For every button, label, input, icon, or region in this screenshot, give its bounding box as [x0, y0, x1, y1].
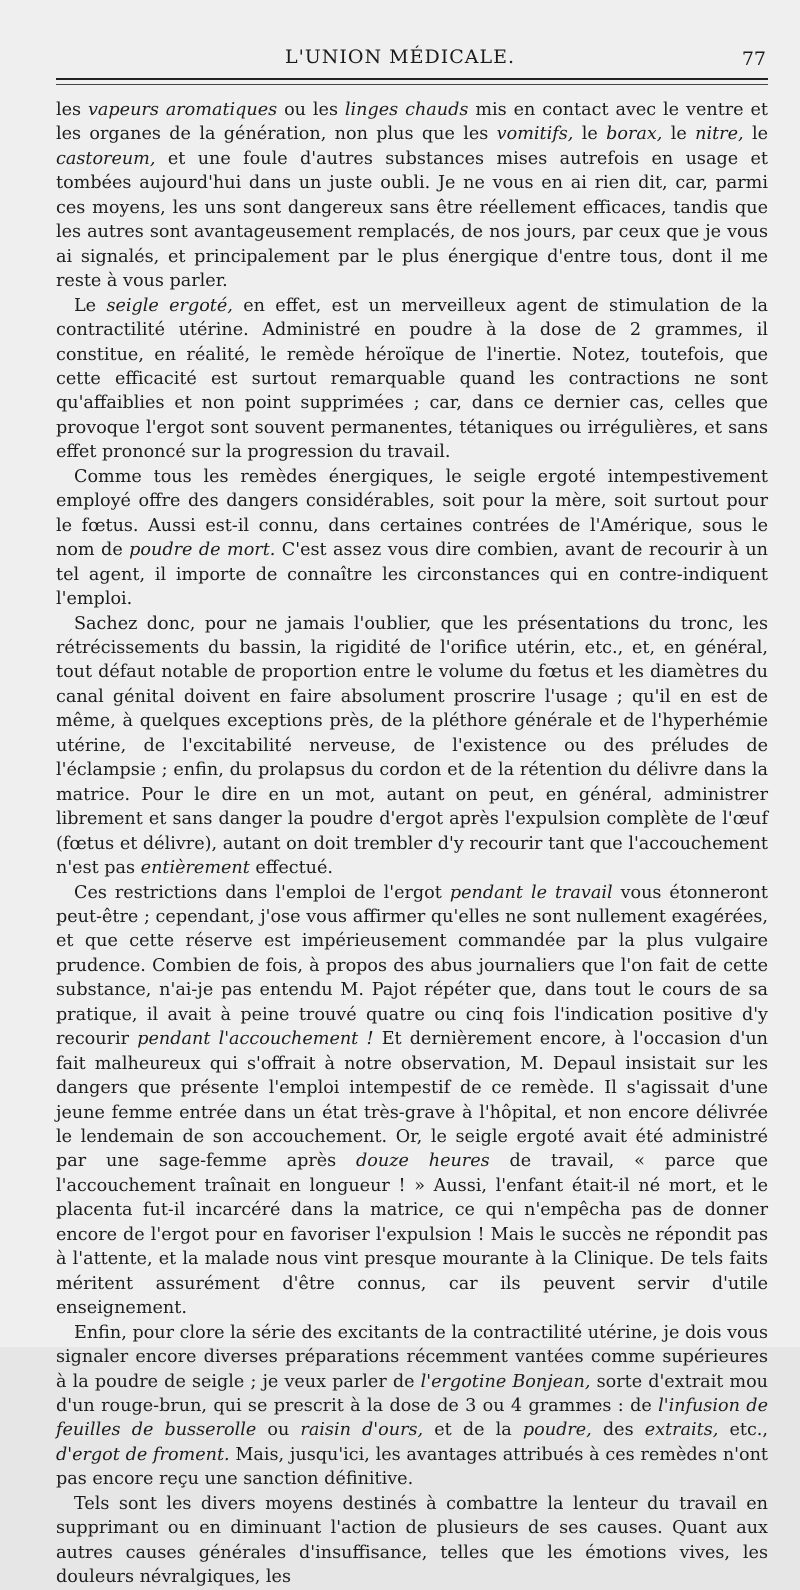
italic-text: l'infusion de feuilles de busserolle — [56, 1396, 768, 1441]
paragraph — [56, 1492, 768, 1590]
text-run: Et dernièrement encore, à l'occasion d'un fait malheureux qui s'offrait à notre observation, M. Depaul insistait sur les dangers que présente l'emploi intempestif de ce remède. Il s'agissait d'une jeune femme entrée dans un état très-grave à l'hôpital, et non encore délivrée le lendemain de son accouchement. Or, le seigle ergoté avait été administré par une sage-femme après — [56, 1029, 768, 1172]
italic-text: raisin d'ours, — [300, 1420, 424, 1441]
text-run: Sachez donc, pour ne jamais l'oublier, que les présentations du tronc, les rétrécissements du bassin, la rigidité de l'orifice utérin, etc., et, en général, tout défaut notable de proportion entre le volume du fœtus et les diamètres du canal génital doivent en faire absolument proscrire l'usage ; qu'il en est de même, à quelques exceptions près, de la pléthore générale et de l'hyperhémie utérine, de l'excitabilité nerveuse, de l'existence ou des préludes de l'éclampsie ; enfin, du prolapsus du cordon et de la rétention du délivre dans la matrice. Pour le dire en un mot, autant on peut, en général, administrer librement et sans danger la poudre d'ergot après l'expulsion complète de l'œuf (fœtus et délivre), autant on doit trembler d'y recourir tant que l'accouchement n'est pas — [56, 613, 768, 879]
text-run: Tels sont les divers moyens destinés à combattre la lenteur du travail en supprimant ou en diminuant l'action de plusieurs de ses causes. Quant aux autres causes générales d'insuffisance, telles que les émotions vives, les douleurs névralgiques, les — [56, 1493, 768, 1588]
italic-text: entièrement — [140, 858, 250, 879]
text-run: le — [743, 124, 768, 145]
italic-text: seigle ergoté, — [106, 295, 233, 316]
text-run: sorte d'extrait mou d'un rouge-brun, qui se prescrit à la dose de 3 ou 4 grammes : de — [56, 1371, 769, 1417]
text-run: et de la — [423, 1420, 523, 1441]
text-run: et une foule d'autres substances mises autrefois en usage et tombées aujourd'hui dans un juste oubli. Je ne vous en ai rien dit, car, parmi ces moyens, les uns sont dangereux sans être réellement efficaces, tandis que les autres sont avantageusement remplacés, de nos jours, par ceux que je vous ai signalés, et principalement par le plus énergique d'entre tous, dont il me reste à vous parler. — [56, 148, 768, 292]
italic-text: pendant le travail — [449, 882, 613, 903]
text-run: Mais, jusqu'ici, les avantages attribués à ces remèdes n'ont pas encore reçu une sanction définitive. — [56, 1444, 768, 1490]
italic-text: vomitifs, — [496, 124, 574, 145]
text-run: Enfin, pour clore la série des excitants de la contractilité utérine, je dois vous signaler encore diverses préparations récemment vantées comme supérieures à la poudre de seigle ; je veux parler de — [56, 1322, 768, 1392]
italic-text: l'ergotine Bonjean, — [420, 1371, 591, 1392]
italic-text: vapeurs aromatiques — [87, 100, 278, 120]
text-run: en effet, est un merveilleux agent de stimulation de la contractilité utérine. Administré en poudre à la dose de 2 grammes, il constitue, en réalité, le remède héroïque de l'inertie. Notez, toutefois, que cette efficacité est surtout remarquable quand les contractions ne sont qu'affaiblies et non point supprimées ; car, dans ce dernier cas, celles que provoque l'ergot sont souvent permanentes, tétaniques ou irrégulières, et sans effet prononcé sur la progression du travail. — [56, 295, 768, 463]
text-run: effectué. — [249, 858, 334, 879]
body-text — [56, 98, 768, 1590]
italic-text: extraits, — [644, 1420, 719, 1441]
paragraph — [56, 881, 768, 1321]
italic-text: castoreum, — [56, 148, 156, 169]
italic-text: douze heures — [356, 1151, 490, 1172]
paragraph — [56, 465, 768, 612]
paragraph — [56, 612, 768, 881]
text-run: le — [573, 124, 607, 145]
text-run: des — [591, 1420, 645, 1441]
italic-text: linges chauds — [344, 100, 469, 120]
text-run: mis en contact avec le ventre et les organes de la génération, non plus que les — [56, 100, 768, 145]
header-rule-thin — [56, 84, 768, 85]
page-header — [0, 44, 800, 74]
paragraph — [56, 98, 768, 294]
text-run: ou — [256, 1420, 301, 1441]
text-run: les — [56, 100, 88, 120]
text-run: Le — [74, 295, 107, 316]
text-run: Comme tous les remèdes énergiques, le seigle ergoté intempestivement employé offre des dangers considérables, soit pour la mère, soit surtout pour le fœtus. Aussi est-il connu, dans certaines contrées de l'Amérique, sous le nom de — [56, 466, 768, 561]
italic-text: poudre de mort. — [129, 540, 276, 561]
text-run: Ces restrictions dans l'emploi de l'ergot — [74, 882, 450, 903]
header-rule — [56, 78, 768, 80]
text-run: ou les — [277, 100, 345, 120]
text-run: etc., — [718, 1420, 768, 1441]
italic-text: nitre, — [695, 124, 744, 145]
page-number: 77 — [741, 48, 766, 70]
italic-text: poudre, — [522, 1420, 592, 1441]
italic-text: borax, — [606, 124, 663, 145]
text-run: de travail, « parce que l'accouchement traînait en longueur ! » Aussi, l'enfant était-il né mort, et le placenta fut-il incarcéré dans la matrice, ce qui n'empêcha pas de donner encore de l'ergot pour en favoriser l'expulsion ! Mais le succès ne répondit pas à l'attente, et la malade nous vint presque mourante à la Clinique. De tels faits méritent assurément d'être connus, car ils peuvent servir d'utile enseignement. — [56, 1151, 768, 1319]
paragraph — [56, 294, 768, 465]
italic-text: d'ergot de froment. — [56, 1444, 230, 1465]
text-run: le — [662, 124, 696, 145]
text-run: C'est assez vous dire combien, avant de recourir à un tel agent, il importe de connaître les circonstances qui en contre-indiquent l'emploi. — [56, 540, 768, 610]
paragraph — [56, 1321, 768, 1492]
running-title: L'UNION MÉDICALE. — [284, 46, 516, 68]
text-run: vous étonneront peut-être ; cependant, j'ose vous affirmer qu'elles ne sont nullement exagérées, et que cette réserve est impérieusement commandée par la plus vulgaire prudence. Combien de fois, à propos des abus journaliers que l'on fait de cette substance, n'ai-je pas entendu M. Pajot répéter que, dans tout le cours de sa pratique, il avait à peine trouvé quatre ou cinq fois l'indication positive d'y recourir — [56, 882, 768, 1050]
italic-text: pendant l'accouchement ! — [137, 1029, 374, 1050]
